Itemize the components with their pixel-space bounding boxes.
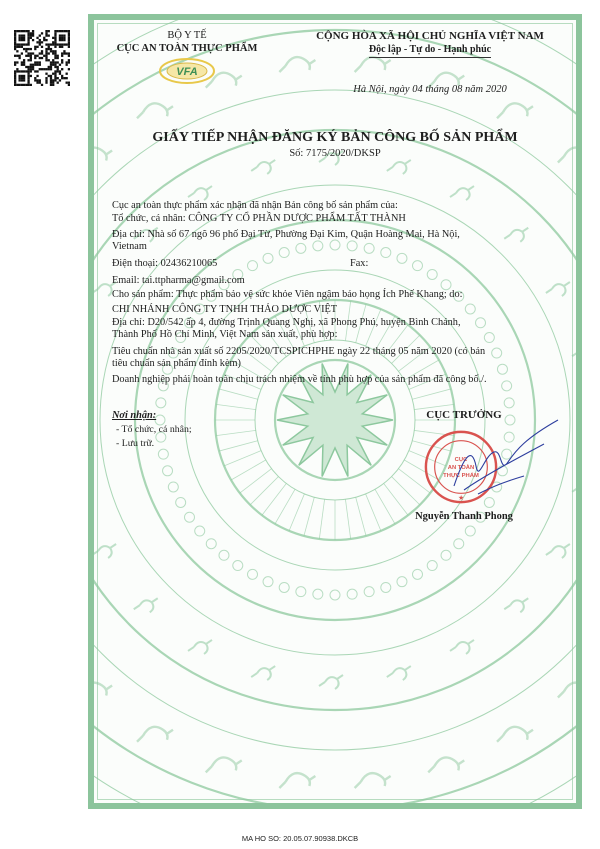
signer-name: Nguyễn Thanh Phong bbox=[415, 511, 513, 522]
recipients-heading: Nơi nhận: bbox=[112, 410, 157, 421]
svg-text:THỰC PHẨM: THỰC PHẨM bbox=[443, 472, 479, 479]
fax: Fax: bbox=[350, 258, 369, 269]
organization: Tổ chức, cá nhân: CÔNG TY CỔ PHẦN DƯỢC PHẨM TẤT THÀNH bbox=[112, 213, 406, 224]
recipient-item: - Tổ chức, cá nhân; bbox=[116, 424, 192, 435]
handwritten-signature bbox=[434, 416, 564, 504]
email: Email: tai.ttpharma@gmail.com bbox=[112, 275, 245, 286]
qr-code bbox=[14, 30, 70, 86]
svg-text:★: ★ bbox=[457, 495, 465, 503]
motto: Độc lập - Tự do - Hạnh phúc bbox=[368, 44, 492, 55]
place-date: Hà Nội, ngày 04 tháng 08 năm 2020 bbox=[353, 84, 507, 95]
responsibility: Doanh nghiệp phải hoàn toàn chịu trách nhiệm về tính phù hợp của sản phẩm đã công bố./. bbox=[112, 374, 487, 385]
product: Cho sản phẩm: Thực phẩm bảo vệ sức khỏe Viên ngậm bảo họng Ích Phế Khang; do: bbox=[112, 289, 463, 300]
certificate-frame bbox=[88, 14, 582, 809]
standard-1: Tiêu chuẩn nhà sản xuất số 2205/2020/TCSPICHPHE ngày 22 tháng 05 năm 2020 (có bản bbox=[112, 346, 486, 357]
org-address-1: Địa chỉ: Nhà số 67 ngõ 96 phố Đại Từ, Phường Đại Kim, Quận Hoàng Mai, Hà Nội, bbox=[112, 229, 460, 240]
dossier-code: MA HO SO: 20.05.07.90938.DKCB bbox=[241, 834, 359, 843]
document-title: GIẤY TIẾP NHẬN ĐĂNG KÝ BẢN CÔNG BỐ SẢN PHẨM bbox=[152, 130, 518, 145]
svg-text:VFA: VFA bbox=[176, 66, 198, 78]
document-number: Số: 7175/2020/DKSP bbox=[289, 148, 381, 159]
phone: Điện thoại: 02436210065 bbox=[112, 258, 218, 269]
nation-name: CỘNG HÒA XÃ HỘI CHỦ NGHĨA VIỆT NAM bbox=[316, 30, 544, 42]
signer-role: CỤC TRƯỞNG bbox=[426, 409, 502, 421]
intro-line: Cục an toàn thực phẩm xác nhận đã nhận Bản công bố sản phẩm của: bbox=[112, 200, 398, 211]
standard-2: tiêu chuẩn sản phẩm đính kèm) bbox=[112, 358, 241, 369]
agency-name: CỤC AN TOÀN THỰC PHẨM bbox=[116, 43, 258, 54]
svg-text:CỤC: CỤC bbox=[454, 457, 468, 464]
ministry-name: BỘ Y TẾ bbox=[167, 30, 207, 41]
org-address-2: Vietnam bbox=[112, 241, 147, 252]
vfa-logo bbox=[158, 56, 216, 86]
manufacturer-address-1: Địa chỉ: D20/542 ấp 4, đường Trịnh Quang Nghị, xã Phong Phú, huyện Bình Chánh, bbox=[112, 317, 461, 328]
manufacturer: CHI NHÁNH CÔNG TY TNHH THẢO DƯỢC VIỆT bbox=[112, 304, 338, 315]
manufacturer-address-2: Thành Phố Hồ Chí Minh, Việt Nam sản xuất, phù hợp: bbox=[112, 329, 338, 340]
recipient-item: - Lưu trữ. bbox=[116, 438, 155, 449]
svg-text:AN TOÀN: AN TOÀN bbox=[447, 464, 475, 471]
